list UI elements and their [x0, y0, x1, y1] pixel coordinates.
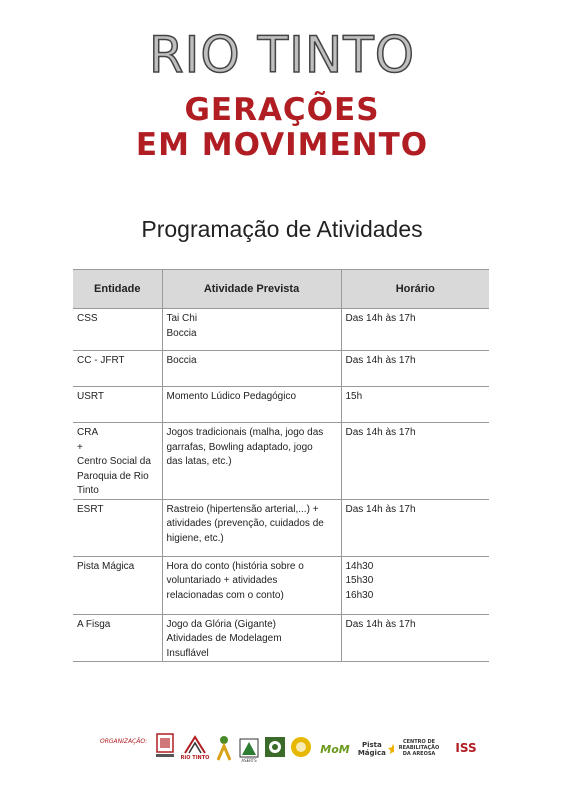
table-header-row	[73, 270, 489, 309]
iss-logo-text: ISS	[455, 741, 477, 755]
cell-line: Tinto	[77, 485, 99, 496]
table-row	[73, 423, 489, 500]
cell-line: Paroquia de Rio	[77, 470, 149, 482]
aserts-logo-icon	[239, 738, 259, 758]
cell-line: voluntariado + atividades	[166, 575, 278, 586]
table-row	[73, 499, 489, 556]
table-row	[73, 351, 489, 387]
mom-logo-text: MoM	[320, 742, 350, 756]
cell-line: Das 14h às 17h	[345, 355, 416, 366]
time-cell	[341, 387, 489, 423]
time-cell	[341, 351, 489, 387]
time-cell	[341, 556, 489, 614]
entity-cell	[73, 499, 162, 556]
activities-table	[73, 269, 489, 662]
activity-cell	[162, 614, 341, 662]
activity-cell	[162, 556, 341, 614]
time-cell	[341, 499, 489, 556]
page-subtitle: Programação de Atividades	[141, 216, 423, 242]
cell-line: CRA	[77, 427, 99, 438]
title-em-movimento: EM MOVIMENTO	[135, 127, 429, 163]
activity-cell	[162, 423, 341, 500]
activity-cell	[162, 351, 341, 387]
cell-line: 15h30	[345, 575, 374, 586]
table-row	[73, 556, 489, 614]
entity-cell	[73, 423, 162, 500]
cra-logo-text: CENTRO DE REABILITAÇÃO DA AREOSA	[398, 739, 440, 757]
cell-line: Boccia	[166, 355, 197, 366]
green-square-logo-icon	[264, 736, 286, 758]
table-row	[73, 614, 489, 662]
star-icon	[388, 744, 394, 754]
cell-line: Atividades de Modelagem	[166, 633, 282, 644]
title-rio-tinto: RIO TINTO	[148, 26, 416, 84]
organizacao-label: ORGANIZAÇÃO:	[100, 738, 148, 745]
cell-line: Jogos tradicionais (malha, jogo das	[166, 427, 324, 438]
time-cell	[341, 309, 489, 351]
header-entidade: Entidade	[73, 270, 162, 309]
title-geracoes: GERAÇÕES	[184, 92, 380, 128]
rio-tinto-logo-text: RIO TINTO	[180, 755, 210, 761]
cell-line: Tai Chi	[166, 313, 198, 324]
cell-line: Boccia	[166, 327, 197, 339]
cell-line: Das 14h às 17h	[345, 313, 416, 324]
entity-cell	[73, 309, 162, 351]
table-row	[73, 309, 489, 351]
cell-line: Momento Lúdico Pedagógico	[166, 391, 297, 402]
cell-line: Insuflável	[166, 647, 209, 659]
entity-cell	[73, 387, 162, 423]
header-atividade: Atividade Prevista	[162, 270, 341, 309]
cell-line: Pista Mágica	[77, 560, 135, 572]
entity-cell	[73, 351, 162, 387]
cell-line: Das 14h às 17h	[345, 427, 416, 438]
header-horario: Horário	[341, 270, 489, 309]
cell-line: A Fisga	[77, 618, 111, 630]
cell-line: higiene, etc.)	[166, 532, 224, 544]
crest-logo-icon	[154, 732, 176, 762]
rio-tinto-logo-icon	[183, 735, 207, 755]
cell-line: ESRT	[77, 503, 104, 515]
cell-line: Jogo da Glória (Gigante)	[166, 618, 277, 630]
time-cell	[341, 423, 489, 500]
pista-magica-logo-text: Pista Mágica	[357, 741, 386, 757]
cell-line: Rastreio (hipertensão arterial,...) +	[166, 503, 319, 515]
table-row	[73, 387, 489, 423]
cell-line: relacionadas com o conto)	[166, 589, 284, 601]
person-logo-icon	[214, 734, 234, 762]
cell-line: garrafas, Bowling adaptado, jogo	[166, 441, 313, 453]
cell-line: das latas, etc.)	[166, 456, 232, 467]
cell-line: Centro Social da	[77, 456, 151, 467]
cell-line: CC - JFRT	[77, 355, 125, 366]
cell-line: Hora do conto (história sobre o	[166, 560, 304, 572]
cell-line: atividades (prevenção, cuidados de	[166, 518, 324, 529]
cell-line: USRT	[77, 391, 105, 402]
entity-cell	[73, 556, 162, 614]
cell-line: +	[77, 441, 83, 453]
activity-cell	[162, 499, 341, 556]
entity-cell	[73, 614, 162, 662]
cell-line: 14h30	[345, 560, 374, 572]
footer-logos	[96, 728, 506, 768]
yellow-circle-logo-icon	[290, 736, 312, 758]
aserts-logo-text: ASERTS	[241, 757, 257, 763]
cell-line: Das 14h às 17h	[345, 503, 416, 515]
cell-line: 15h	[345, 391, 363, 402]
activity-cell	[162, 387, 341, 423]
time-cell	[341, 614, 489, 662]
cell-line: CSS	[77, 313, 98, 324]
cell-line: Das 14h às 17h	[345, 618, 416, 630]
activity-cell	[162, 309, 341, 351]
cell-line: 16h30	[345, 589, 374, 601]
